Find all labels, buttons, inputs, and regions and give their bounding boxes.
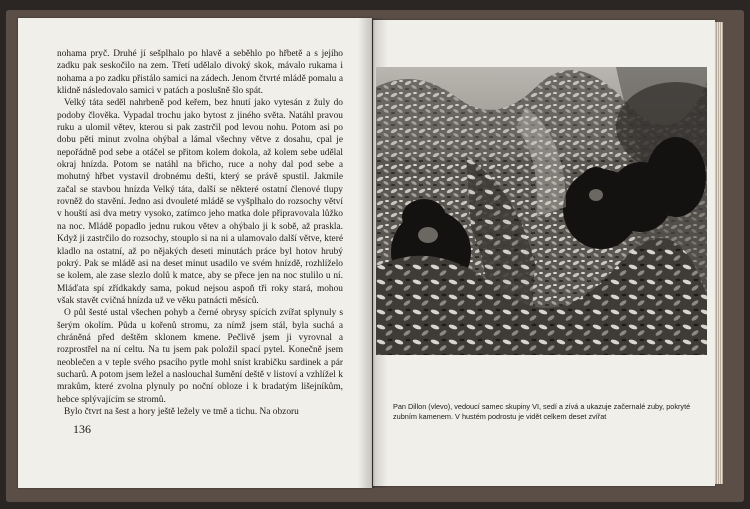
page-edges xyxy=(715,22,723,484)
body-text xyxy=(57,48,343,418)
photo-caption: Pan Dillon (vlevo), vedoucí samec skupiny VI, sedí a zívá a ukazuje začernalé zuby, pokryté zubním kamenem. V hustém podrostu je vidět celkem deset zvířat xyxy=(393,402,691,421)
paragraph: O půl šesté ustal všechen pohyb a černé obrysy spících zvířat splynuly s šerým okolím. Půda u kořenů stromu, za nímž jsem stál, byla suchá a chráněná před deštěm sklonem kmene. Pečlivě jsem ji vyrovnal a rozprostřel na ní celtu. Na tu jsem pak položil spací pytel. Konečně jsem neoblečen a v teple svého psacího pytle mohl sníst krabičku sardinek a pár sucharů. A potom jsem ležel a naslouchal šumění deště v listoví a vzhlížel k mrakům, které zvolna plynuly po noční obloze i k bradatým lišejníkům, hebce splývajícím se stromů. xyxy=(57,308,343,405)
page-number: 136 xyxy=(73,422,91,436)
paragraph: Velký táta seděl nahrbeně pod keřem, bez hnutí jako vytesán z žuly do podoby člověka. Vypadal trochu jako bytost z jiného světa. Natáhl pravou ruku a ulomil větev, kterou si pak zastrčil pod levou nohu. Potom asi po dobu pěti minut zvolna ohýbal a lámal všechny větve z dosahu, cpal je nepořádně pod sebe a otáčel se přitom kolem dokola, až kolem sebe udělal okraj hnízda. Potom se natáhl na břicho, ruce a nohy dal pod sebe a mohutný hřbet vystavil drobnému dešti, který se právě spustil. Jakmile začal se stavbou hnízda Velký táta, další se některé ostatní členové tlupy rovněž do stavění. Jedno asi dvouleté mládě se vyšplhalo do rozsochy větví v houští asi dva metry vysoko, zatímco jeho matka dole připravovala lůžko na noc. Mládě popadlo jednu rukou větev a ohýbalo ji k sobě, až praskla. Když ji zastrčilo do rozsochy, stouplo si na ni a ulamovalo další větve, které kladlo na ostatní, až po nějakých deseti minutách práce byl hotov hrubý pokrý. Pak se mládě asi na deset minut usadilo ve svém hnízdě, rozhlíželo se kolem, ale zase slezlo dolů k matce, aby se přece jen na noc stulilo u ní. Mláďata spí zřídkakdy sama, pokud nejsou aspoň tři roky stará, mohou však stavět cvičná hnízda už ve věku patnácti měsíců. xyxy=(57,98,343,306)
paragraph: nohama pryč. Druhé jí sešplhalo po hlavě a seběhlo po hřbetě a s jejího zadku pak seskočilo na zem. Třetí udělalo divoký skok, mávalo rukama i nohama a po zadku přistálo samici na zádech. Jenom čtvrté mládě pomalu a klidně následovalo samici v patách a poslušně šlo spát. xyxy=(57,49,343,97)
paragraph: Bylo čtvrt na šest a hory ještě ležely ve tmě a tichu. Na obzoru xyxy=(64,406,299,417)
photo-image xyxy=(376,67,707,355)
gorilla-photo xyxy=(376,67,707,355)
